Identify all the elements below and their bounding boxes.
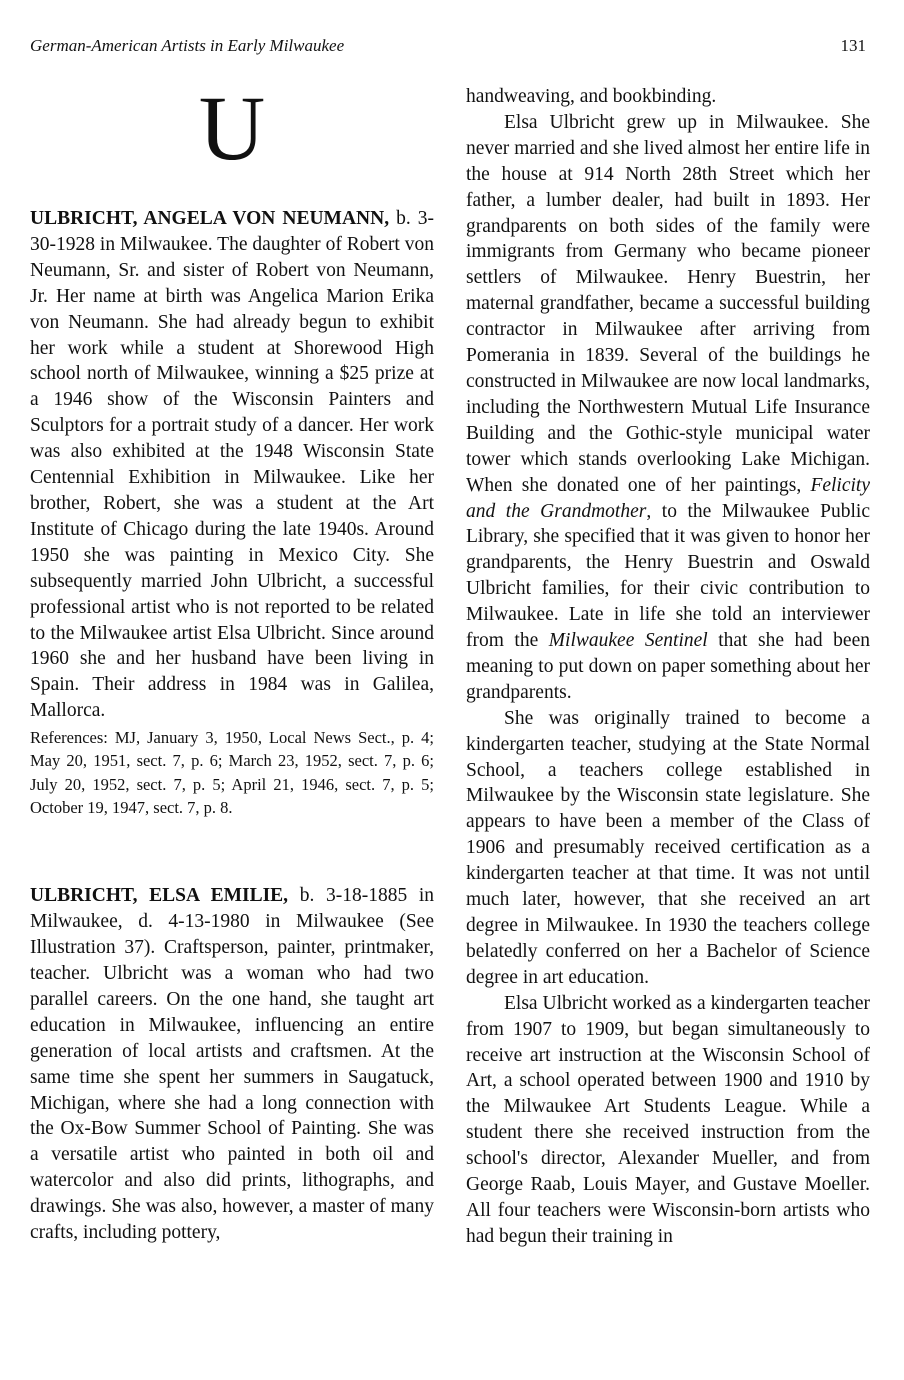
paragraph-text: , to the Milwaukee Public Library, she specified that it was given to honor her grandparents, the Henry Buestrin and Oswald Ulbricht families, for their civic contribution to Milwaukee. Late in life she told an interviewer from the (466, 500, 870, 652)
entry-separator (30, 819, 434, 883)
paragraph-text: Elsa Ulbricht grew up in Milwaukee. She never married and she lived almost her entire life in the house at 914 North 28th Street which her father, a lumber dealer, had built in 1893. Her grandparents on both sides of the family were immigrants from Germany who became pioneer settlers of Milwaukee. Henry Buestrin, her maternal grandfather, became a successful building contractor in Milwaukee after arriving from Pomerania in 1839. Several of the buildings he constructed in Milwaukee are now local landmarks, including the Northwestern Mutual Life Insurance Building and the Gothic-style municipal water tower which stands overlooking Lake Michigan. When she donated one of her paintings, (466, 111, 870, 496)
entry-references: References: MJ, January 3, 1950, Local News Sect., p. 4; May 20, 1951, sect. 7, p. 6; March 23, 1952, sect. 7, p. 6; July 20, 1952, sect. 7, p. 5; April 21, 1946, sect. 7, p. 5; October 19, 1947, sect. 7, p. 8. (30, 728, 434, 818)
entry-heading: ULBRICHT, ELSA EMILIE, (30, 885, 289, 907)
entry-paragraph: She was originally trained to become a kindergarten teacher, studying at the State Normal School, a teachers college established in Milwaukee by the Wisconsin state legislature. She appears to have been a member of the Class of 1906 and presumably received certification as a kindergarten teacher at that time. It was not until much later, however, that she received an art degree in Milwaukee. In 1930 the teachers college belatedly conferred on her a Bachelor of Science degree in art education. (466, 707, 870, 988)
running-head-title: German-American Artists in Early Milwaukee (30, 36, 345, 55)
entry-elsa-ulbricht (30, 883, 434, 1246)
entry-paragraph: Elsa Ulbricht worked as a kindergarten teacher from 1907 to 1909, but began simultaneously to receive art instruction at the Wisconsin School of Art, a school operated between 1900 and 1910 by the Milwaukee Art Students League. While a student there she received instruction from the school's director, Alexander Mueller, and from George Raab, Louis Mayer, and Gustave Moeller. All four teachers were Wisconsin-born artists who had begun their training in (466, 992, 870, 1247)
entry-paragraph (30, 883, 434, 1246)
section-letter: U (198, 77, 266, 179)
entry-body: b. 3-18-1885 in Milwaukee, d. 4-13-1980 in Milwaukee (See Illustration 37). Craftsperson, painter, printmaker, teacher. Ulbricht was a woman who had two parallel careers. On the one hand, she taught art education in Milwaukee, influencing an entire generation of local artists and craftsmen. At the same time she spent her summers in Saugatuck, Michigan, where she had a long connection with the Ox-Bow Summer School of Painting. She was a versatile artist who painted in both oil and watercolor and also did prints, lithographs, and drawings. She was also, however, a master of many crafts, including pottery, (30, 885, 434, 1244)
left-column (30, 77, 435, 1246)
entry-paragraph (30, 206, 434, 724)
page-number: 131 (840, 36, 866, 55)
entry-heading: ULBRICHT, ANGELA VON NEUMANN, (30, 208, 390, 229)
entry-paragraph (466, 110, 870, 706)
paragraph-text: that she had been meaning to put down on paper something about her grandparents. (466, 630, 870, 703)
newspaper-title: Milwaukee Sentinel (548, 630, 708, 652)
painting-title: Felicity and the Grandmother (466, 474, 870, 522)
entry-elsa-ulbricht-continued (466, 84, 870, 1250)
right-column (466, 84, 870, 1250)
entry-angela-ulbricht (30, 206, 434, 819)
entry-body: b. 3-30-1928 in Milwaukee. The daughter of Robert von Neumann, Sr. and sister of Robert von Neumann, Jr. Her name at birth was Angelica Marion Erika von Neumann. She had already begun to exhibit her work while a student at Shorewood High school north of Milwaukee, winning a $25 prize at a 1946 show of the Wisconsin Painters and Sculptors for a portrait study of a dancer. Her work was also exhibited at the 1948 Wisconsin State Centennial Exhibition in Milwaukee. Like her brother, Robert, she was a student at the Art Institute of Chicago during the late 1940s. Around 1950 she was painting in Mexico City. She subsequently married John Ulbricht, a successful professional artist who is not reported to be related to the Milwaukee artist Elsa Ulbricht. Since around 1960 she and her husband have been living in Spain. Their address in 1984 was in Galilea, Mallorca. (30, 208, 435, 722)
entry-continuation: handweaving, and bookbinding. (466, 86, 717, 107)
